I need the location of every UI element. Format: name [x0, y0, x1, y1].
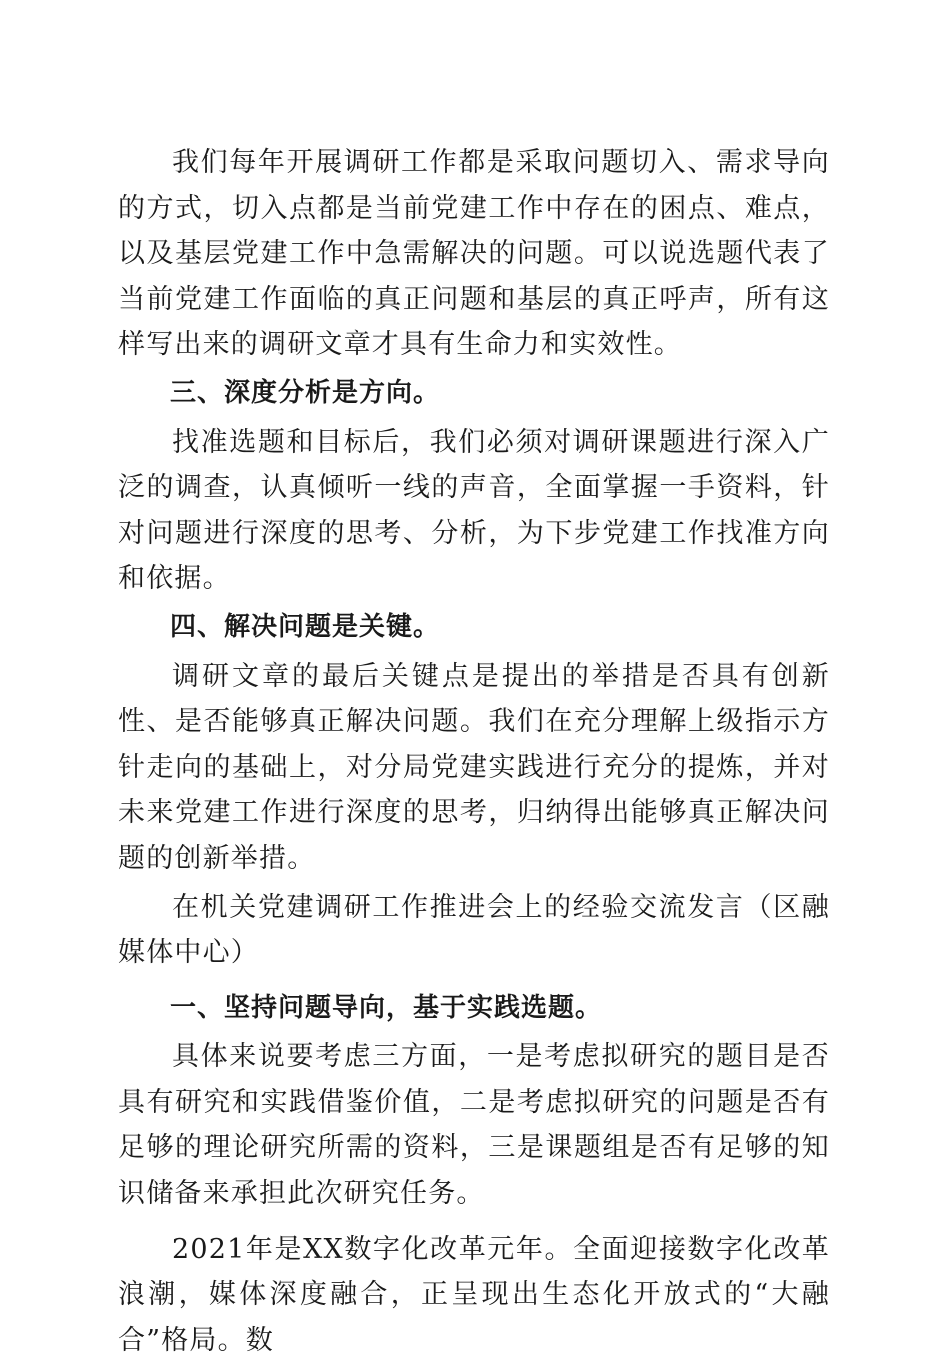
document-body	[118, 140, 830, 1363]
paragraph-three-aspects: 具体来说要考虑三方面，一是考虑拟研究的题目是否具有研究和实践借鉴价值，二是考虑拟研究的问题是否有足够的理论研究所需的资料，三是课题组是否有足够的知识储备来承担此次研究任务。	[118, 1041, 830, 1210]
paragraph-survey-approach: 我们每年开展调研工作都是采取问题切入、需求导向的方式，切入点都是当前党建工作中存在的困点、难点，以及基层党建工作中急需解决的问题。可以说选题代表了当前党建工作面临的真正问题和基层的真正呼声，所有这样写出来的调研文章才具有生命力和实效性。	[118, 147, 830, 361]
heading-section-one: 一、坚持问题导向，基于实践选题。	[170, 992, 603, 1023]
paragraph-speech-title: 在机关党建调研工作推进会上的经验交流发言（区融媒体中心）	[118, 891, 830, 969]
heading-section-four: 四、解决问题是关键。	[170, 611, 441, 642]
paragraph-digital-reform: 2021年是XX数字化改革元年。全面迎接数字化改革浪潮，媒体深度融合，正呈现出生态化开放式的“大融合”格局。数	[118, 1233, 830, 1356]
paragraph-deep-analysis: 找准选题和目标后，我们必须对调研课题进行深入广泛的调查，认真倾听一线的声音，全面掌握一手资料，针对问题进行深度的思考、分析，为下步党建工作找准方向和依据。	[118, 426, 830, 595]
paragraph-solve-problems: 调研文章的最后关键点是提出的举措是否具有创新性、是否能够真正解决问题。我们在充分理解上级指示方针走向的基础上，对分局党建实践进行充分的提炼，并对未来党建工作进行深度的思考，归纳得出能够真正解决问题的创新举措。	[118, 660, 830, 874]
heading-section-three: 三、深度分析是方向。	[170, 377, 441, 408]
